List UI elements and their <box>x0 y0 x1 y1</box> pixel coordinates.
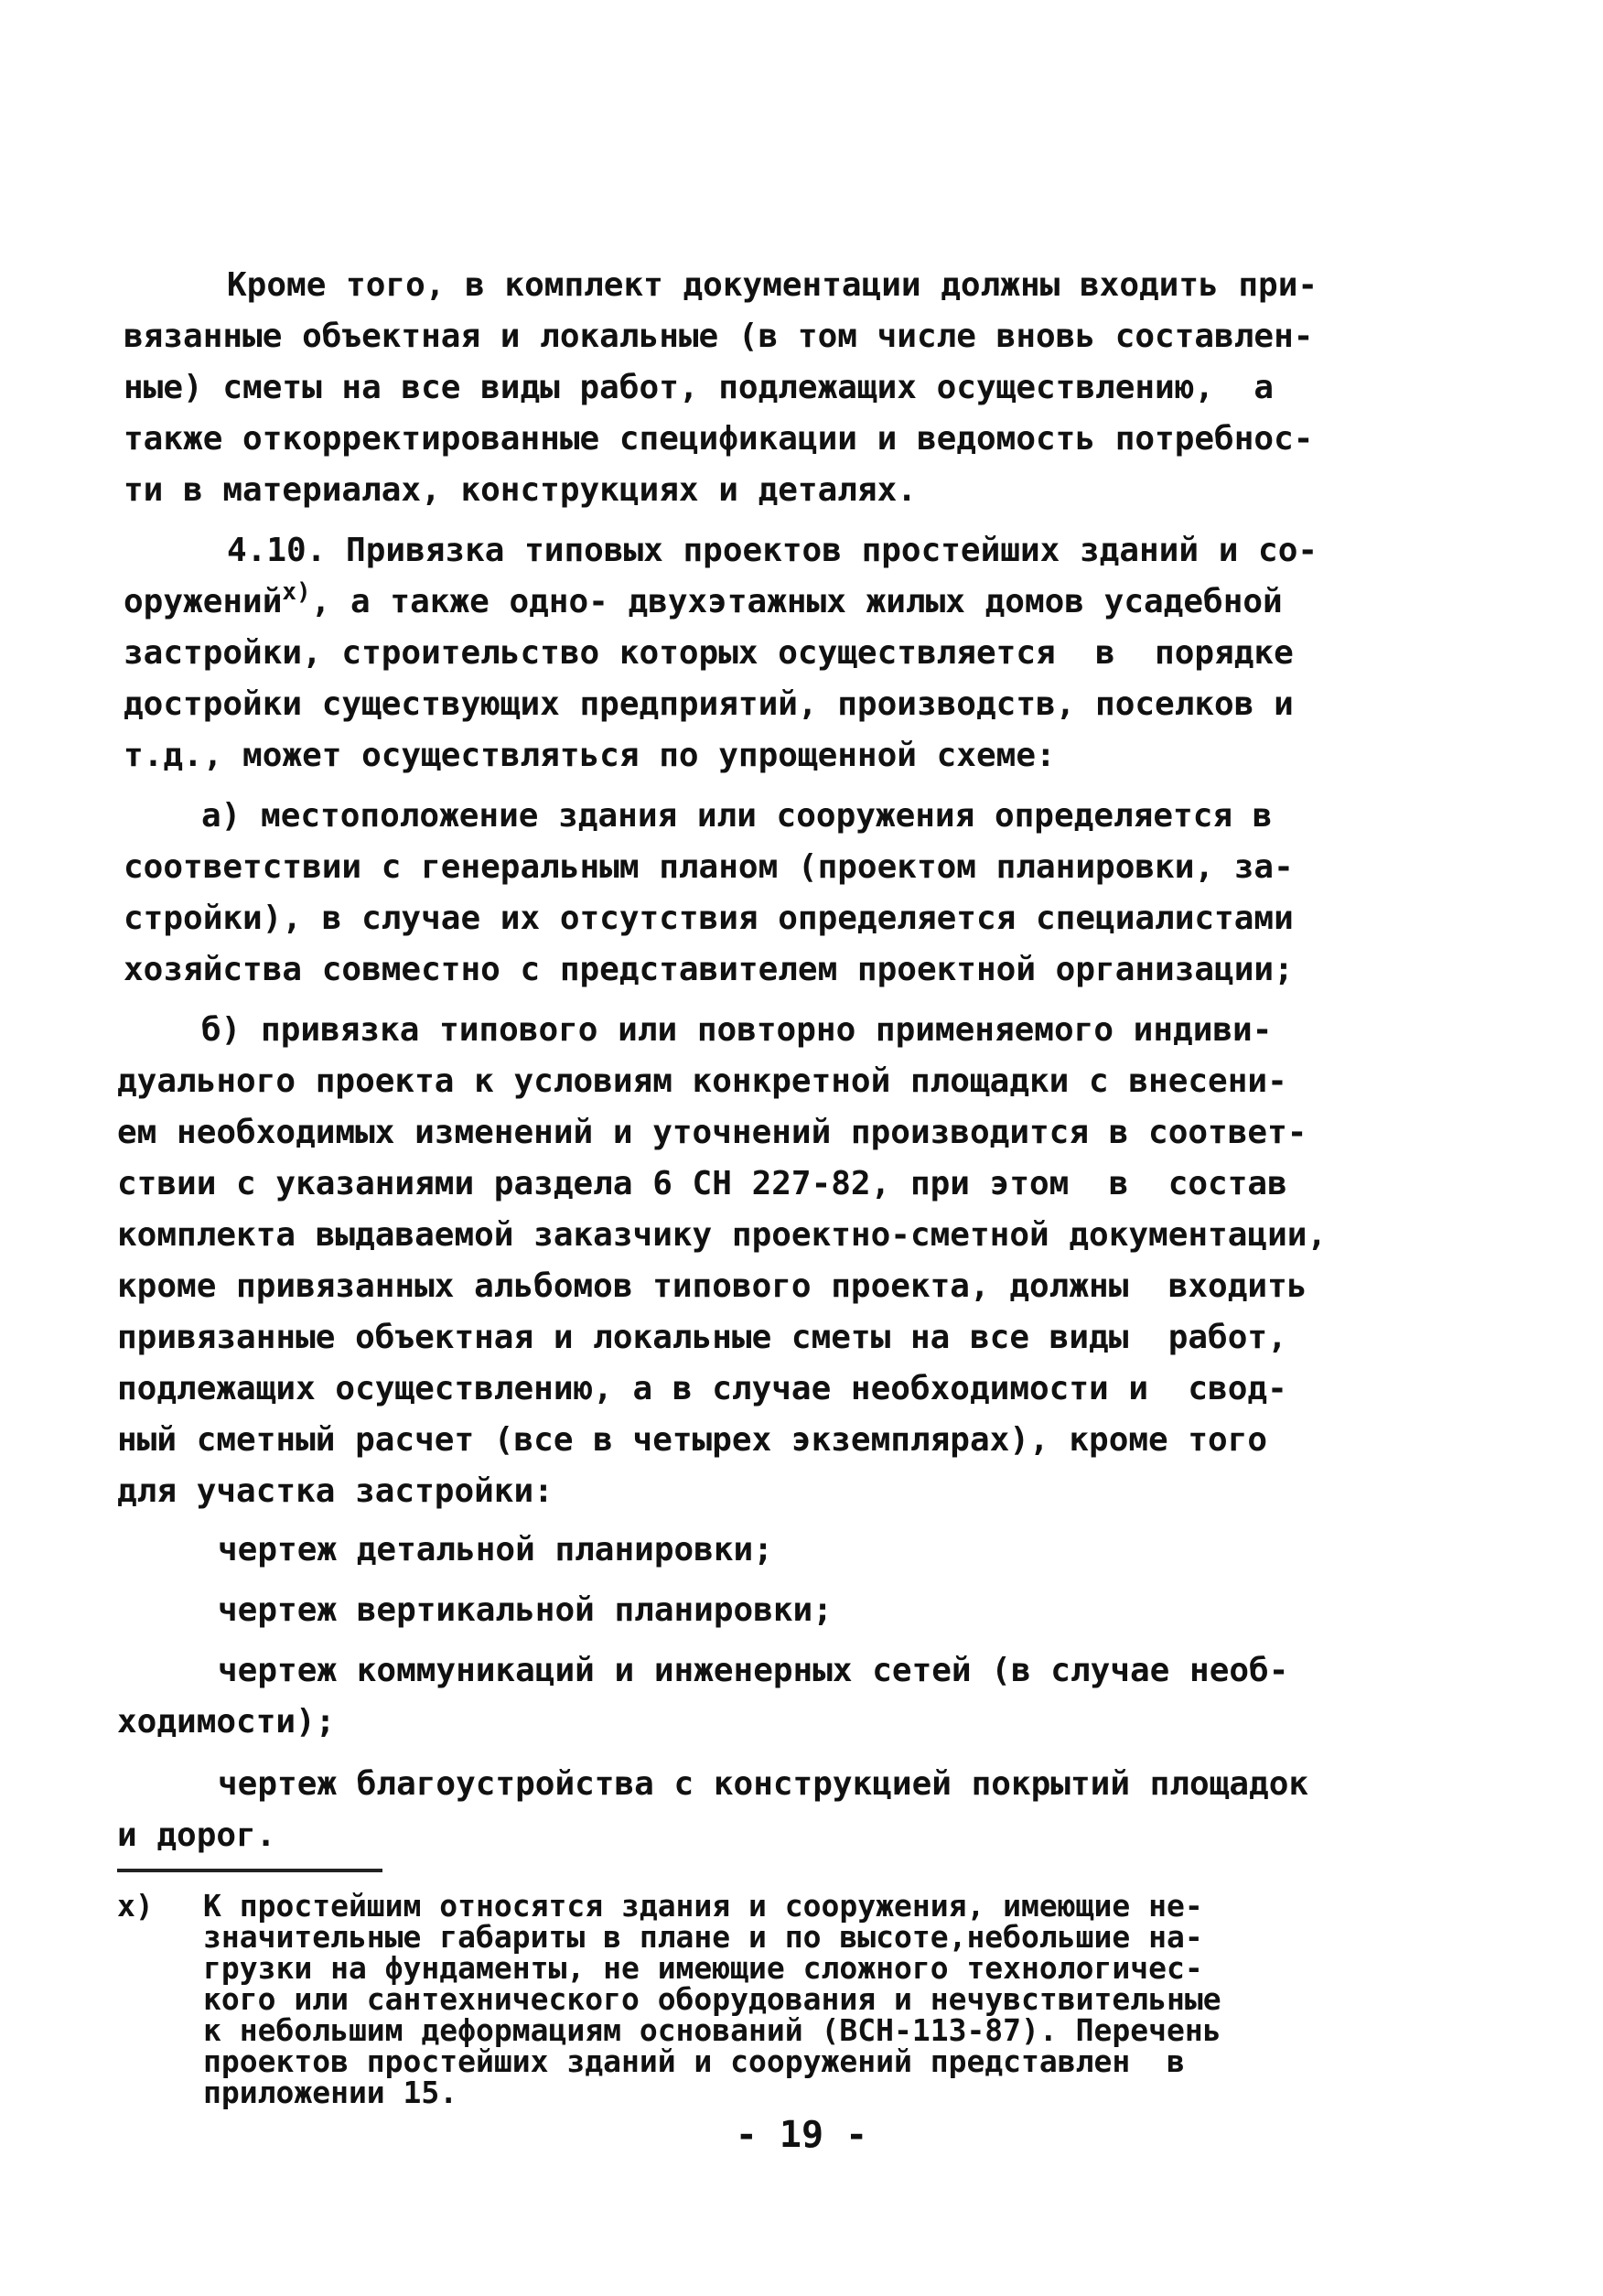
footnote-marker: x) <box>117 1888 154 1924</box>
text-line: застройки, строительство которых осуществляется в порядке <box>124 634 1294 672</box>
text-line: дуального проекта к условиям конкретной площадки с внесени- <box>117 1062 1287 1100</box>
text-line: ный сметный расчет (все в четырех экземплярах), кроме того <box>117 1421 1268 1459</box>
text-line: Кроме того, в комплект документации должны входить при- <box>227 266 1318 304</box>
text-line: для участка застройки: <box>117 1472 554 1510</box>
text-line: т.д., может осуществляться по упрощенной схеме: <box>124 737 1056 774</box>
list-item-continuation: ходимости); <box>117 1703 336 1741</box>
footnote-ref: x) <box>282 578 311 606</box>
text-line: комплекта выдаваемой заказчику проектно-сметной документации, <box>117 1216 1328 1254</box>
footnote-line: грузки на фундаменты, не имеющие сложного технологичес- <box>203 1950 1203 1986</box>
text-line: привязанные объектная и локальные сметы на все виды работ, <box>117 1319 1287 1356</box>
text-line: также откорректированные спецификации и ведомость потребнос- <box>124 420 1314 458</box>
list-item: чертеж детальной планировки; <box>218 1531 773 1568</box>
footnote-line: к небольшим деформациям оснований (ВСН-113-87). Перечень <box>203 2012 1221 2048</box>
text-line: ные) сметы на все виды работ, подлежащих осуществлению, а <box>124 369 1275 406</box>
footnote-rule <box>117 1869 382 1872</box>
footnote-line: кого или сантехнического оборудования и нечувствительные <box>203 1981 1221 2017</box>
page-number: - 19 - <box>735 2114 868 2156</box>
footnote-line: приложении 15. <box>203 2075 458 2110</box>
footnote-line: К простейшим относятся здания и сооружения, имеющие не- <box>203 1888 1203 1924</box>
footnote-line: значительные габариты в плане и по высоте,небольшие на- <box>203 1919 1203 1955</box>
text-line: стройки), в случае их отсутствия определяется специалистами <box>124 900 1294 937</box>
text-line <box>124 578 1283 622</box>
text-line: хозяйства совместно с представителем проектной организации; <box>124 951 1294 988</box>
text-line: ствии с указаниями раздела 6 СН 227-82, при этом в состав <box>117 1165 1287 1202</box>
list-item: чертеж благоустройства с конструкцией покрытий площадок <box>218 1765 1309 1803</box>
list-item: чертеж коммуникаций и инженерных сетей (в случае необ- <box>218 1652 1289 1689</box>
text-segment: , а также одно- двухэтажных жилых домов усадебной <box>310 583 1283 620</box>
text-line: вязанные объектная и локальные (в том числе вновь составлен- <box>124 318 1314 355</box>
text-line: соответствии с генеральным планом (проектом планировки, за- <box>124 848 1294 886</box>
text-line: достройки существующих предприятий, производств, поселков и <box>124 685 1294 723</box>
text-segment: оружений <box>124 583 283 620</box>
list-item-continuation: и дорог. <box>117 1816 276 1854</box>
text-line: ти в материалах, конструкциях и деталях. <box>124 471 917 509</box>
footnote-line: проектов простейших зданий и сооружений представлен в <box>203 2043 1185 2079</box>
text-line: ем необходимых изменений и уточнений производится в соответ- <box>117 1114 1307 1151</box>
text-line: подлежащих осуществлению, а в случае необходимости и свод- <box>117 1370 1287 1407</box>
list-item: чертеж вертикальной планировки; <box>218 1591 833 1629</box>
text-line: кроме привязанных альбомов типового проекта, должны входить <box>117 1267 1307 1305</box>
text-line: а) местоположение здания или сооружения определяется в <box>201 797 1273 835</box>
text-line: б) привязка типового или повторно применяемого индиви- <box>201 1011 1273 1049</box>
section-heading-line: 4.10. Привязка типовых проектов простейших зданий и со- <box>227 532 1318 569</box>
